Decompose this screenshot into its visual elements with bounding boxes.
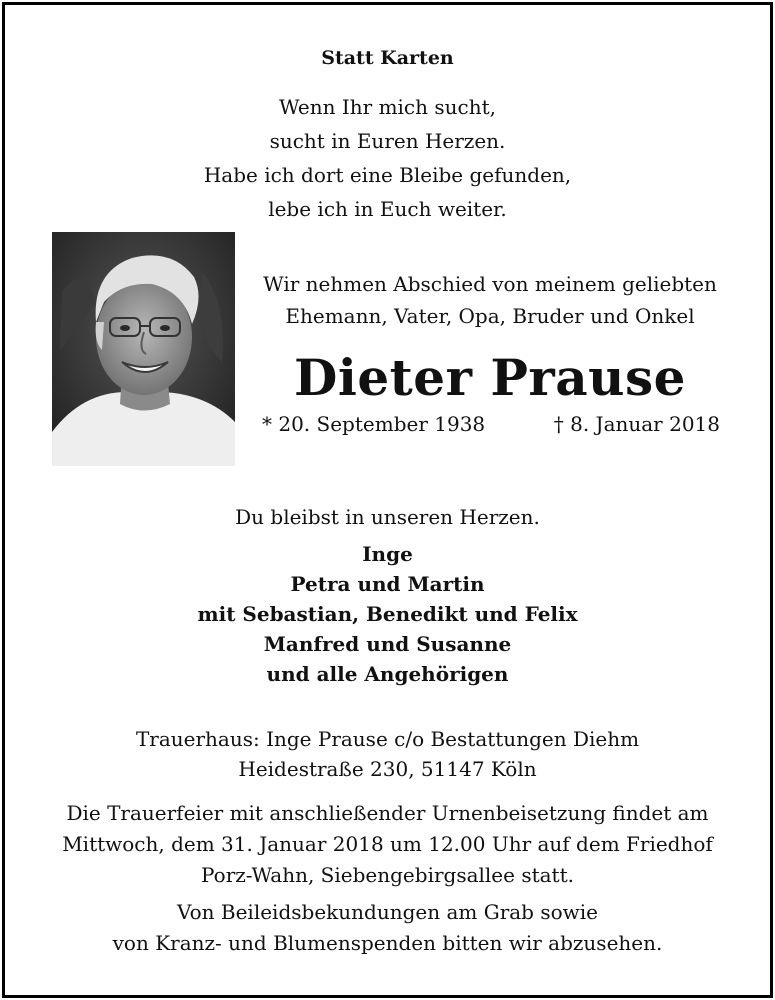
announcement-line: Ehemann, Vater, Opa, Bruder und Onkel	[285, 304, 695, 328]
birth-date: * 20. September 1938	[262, 412, 486, 436]
farewell-announcement	[250, 268, 730, 332]
mourning-house-address	[0, 724, 775, 784]
family-line: mit Sebastian, Benedikt und Felix	[197, 602, 578, 626]
ceremony-line: Die Trauerfeier mit anschließender Urnenbeisetzung findet am	[66, 801, 709, 825]
portrait-illustration	[52, 232, 235, 466]
poem-line: lebe ich in Euch weiter.	[268, 197, 507, 221]
address-line: Heidestraße 230, 51147 Köln	[238, 757, 537, 781]
ceremony-line: Porz-Wahn, Siebengebirgsallee statt.	[201, 863, 574, 887]
death-date: † 8. Januar 2018	[553, 412, 720, 436]
portrait-photo	[52, 232, 235, 466]
family-line: Inge	[362, 542, 413, 566]
poem-line: sucht in Euren Herzen.	[269, 129, 506, 153]
poem	[0, 90, 775, 226]
poem-line: Habe ich dort eine Bleibe gefunden,	[203, 163, 572, 187]
address-line: Trauerhaus: Inge Prause c/o Bestattungen Diehm	[135, 727, 640, 751]
family-line: Petra und Martin	[290, 572, 485, 596]
family-line: und alle Angehörigen	[266, 662, 509, 686]
condolence-line: von Kranz- und Blumenspenden bitten wir abzusehen.	[112, 931, 663, 955]
poem-line: Wenn Ihr mich sucht,	[278, 95, 496, 119]
family-signatures	[0, 539, 775, 689]
condolence-line: Von Beileidsbekundungen am Grab sowie	[177, 900, 598, 924]
ceremony-info	[0, 798, 775, 891]
ceremony-line: Mittwoch, dem 31. Januar 2018 um 12.00 Uhr auf dem Friedhof	[62, 832, 713, 856]
motto: Du bleibst in unseren Herzen.	[235, 505, 540, 529]
announcement-line: Wir nehmen Abschied von meinem geliebten	[263, 272, 717, 296]
condolence-note	[0, 897, 775, 959]
family-line: Manfred und Susanne	[263, 632, 512, 656]
header-statt-karten: Statt Karten	[321, 47, 454, 69]
deceased-name: Dieter Prause	[294, 348, 686, 407]
